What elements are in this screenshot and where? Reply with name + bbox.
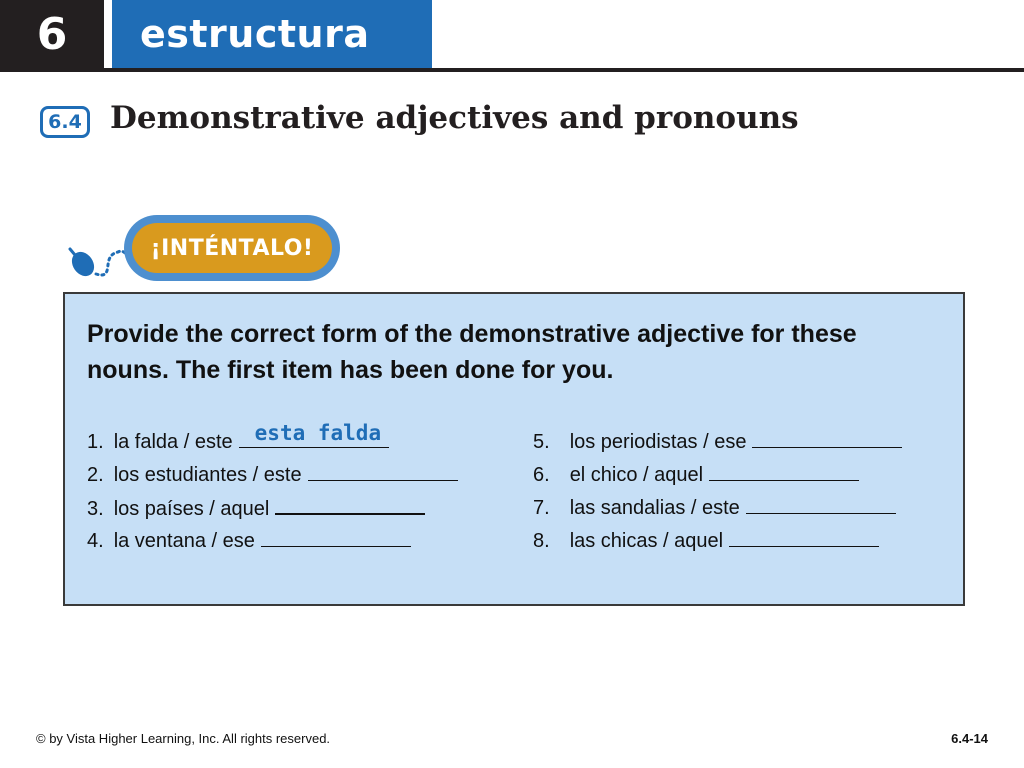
footer-slide-number: 6.4-14 <box>951 731 988 746</box>
answer-blank[interactable] <box>239 421 389 448</box>
item-prompt: las sandalias / este <box>569 497 740 519</box>
answer-text: esta falda <box>254 421 382 445</box>
exercise-item-7 <box>533 495 896 520</box>
mouse-cord <box>96 251 126 275</box>
tryit-badge <box>124 215 340 281</box>
mouse-body <box>67 248 98 281</box>
exercise-item-5 <box>533 429 902 454</box>
exercise-item-1 <box>87 421 389 454</box>
item-prompt: el chico / aquel <box>569 464 704 486</box>
exercise-item-6 <box>533 462 859 487</box>
answer-blank[interactable] <box>729 528 879 547</box>
answer-blank[interactable] <box>308 462 458 481</box>
section-title: Demonstrative adjectives and pronouns <box>110 100 799 136</box>
answer-blank[interactable] <box>261 528 411 547</box>
item-number: 3. <box>87 498 104 520</box>
exercise-instructions: Provide the correct form of the demonstrative adjective for these nouns. The first item has been done for you. <box>87 320 857 384</box>
item-prompt: la falda / este <box>113 431 233 453</box>
exercise-item-2 <box>87 462 458 487</box>
footer-copyright: © by Vista Higher Learning, Inc. All rights reserved. <box>36 731 331 746</box>
item-prompt: los estudiantes / este <box>113 464 302 486</box>
chapter-number: 6 <box>0 0 104 68</box>
item-prompt: las chicas / aquel <box>569 530 724 552</box>
item-number: 8. <box>533 530 550 552</box>
answer-blank[interactable] <box>709 462 859 481</box>
mouse-icon <box>66 238 128 288</box>
item-prompt: la ventana / ese <box>113 530 255 552</box>
item-prompt: los países / aquel <box>113 498 270 520</box>
chapter-banner-title: estructura <box>112 0 432 68</box>
item-number: 6. <box>533 464 550 486</box>
exercise-box <box>63 292 965 606</box>
header-divider <box>0 68 1024 72</box>
section-number-badge: 6.4 <box>40 106 90 138</box>
item-number: 2. <box>87 464 104 486</box>
item-number: 4. <box>87 530 104 552</box>
tryit-label: ¡INTÉNTALO! <box>132 223 332 273</box>
item-prompt: los periodistas / ese <box>569 431 747 453</box>
answer-blank[interactable] <box>752 429 902 448</box>
exercise-item-3 <box>87 495 425 521</box>
item-number: 1. <box>87 431 104 453</box>
answer-blank[interactable] <box>746 495 896 514</box>
exercise-item-4 <box>87 528 411 553</box>
item-number: 5. <box>533 431 550 453</box>
answer-blank[interactable] <box>275 495 425 515</box>
item-number: 7. <box>533 497 550 519</box>
exercise-item-8 <box>533 528 879 553</box>
